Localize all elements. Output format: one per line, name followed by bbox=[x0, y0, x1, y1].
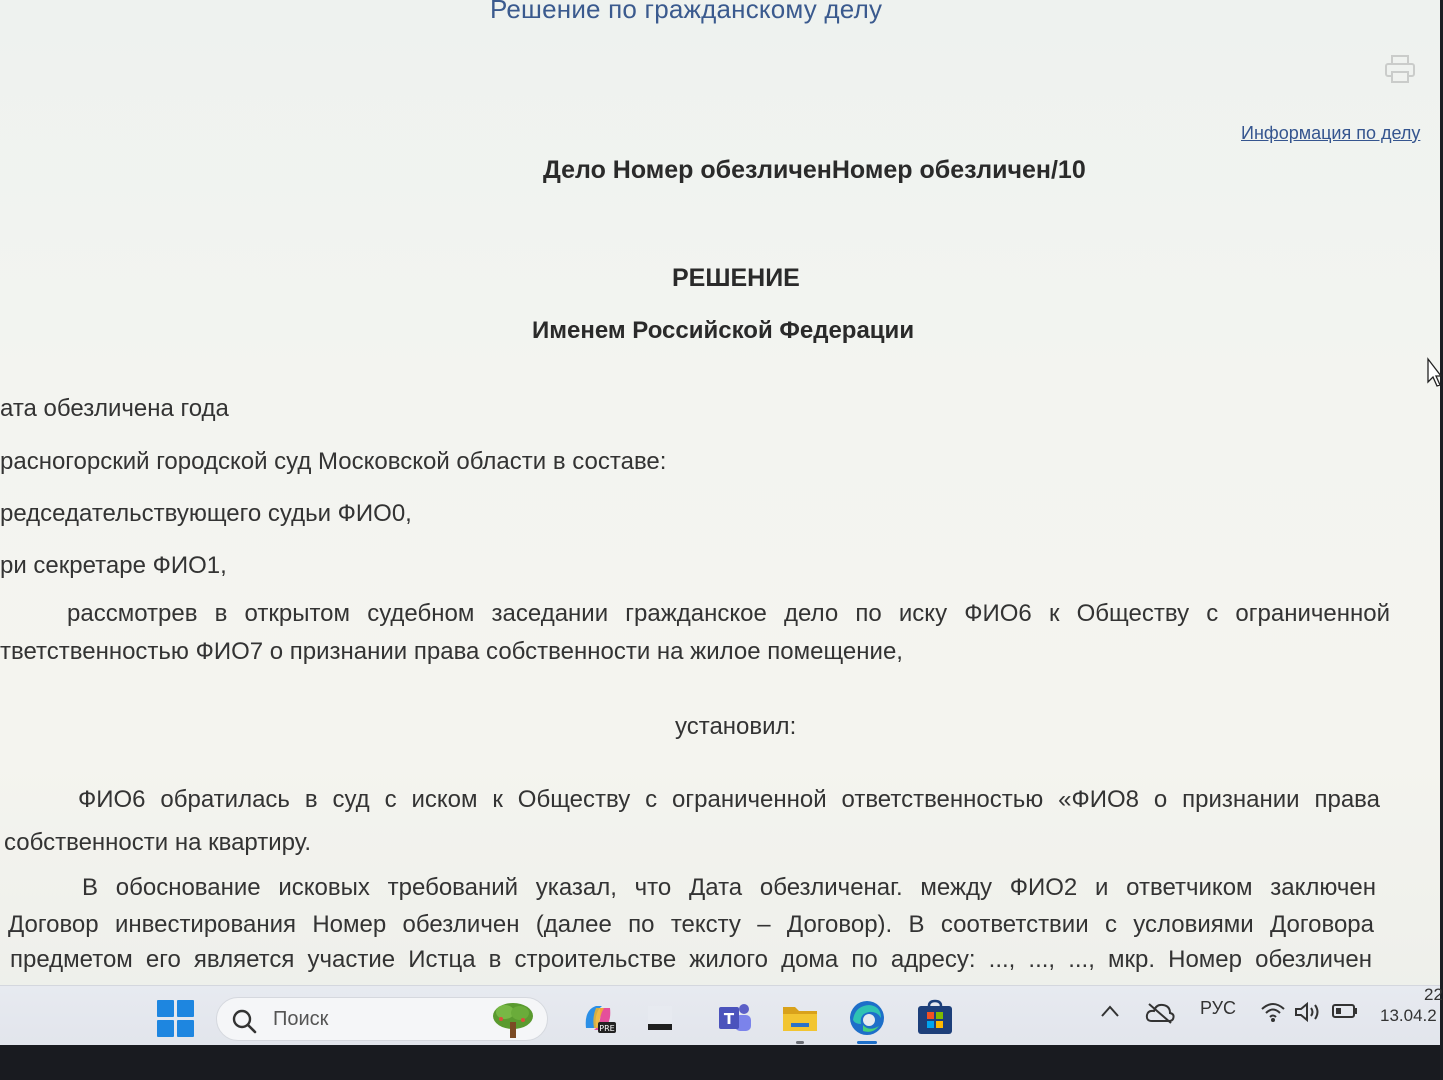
page-title: Решение по гражданскому делу bbox=[490, 0, 883, 24]
paragraph1-line-1: ФИО6 обратилась в суд с иском к Обществу с ограниченной ответственностью «ФИО8 о признании права bbox=[78, 786, 1380, 813]
search-placeholder: Поиск bbox=[273, 1008, 329, 1030]
consideration-line-1: рассмотрев в открытом судебном заседании гражданское дело по иску ФИО6 к Обществу с ограниченной bbox=[67, 600, 1390, 627]
print-icon[interactable] bbox=[1384, 55, 1416, 83]
windows-start-icon bbox=[157, 1000, 194, 1037]
established-heading: установил: bbox=[675, 713, 797, 740]
terminal-icon bbox=[644, 1002, 676, 1034]
terminal-button[interactable] bbox=[640, 998, 680, 1038]
decision-heading: РЕШЕНИЕ bbox=[672, 264, 800, 292]
clock-time[interactable]: 22 bbox=[1424, 985, 1443, 1004]
svg-text:T: T bbox=[723, 1010, 735, 1028]
consideration-line-2: тветственностью ФИО7 о признании права собственности на жилое помещение, bbox=[0, 638, 903, 665]
copilot-button[interactable] bbox=[578, 998, 618, 1038]
date-line: ата обезличена года bbox=[0, 395, 229, 422]
judge-line: редседательствующего судьи ФИО0, bbox=[0, 500, 412, 527]
edge-button[interactable] bbox=[847, 998, 887, 1038]
federation-line: Именем Российской Федерации bbox=[532, 317, 915, 344]
explorer-running-indicator bbox=[796, 1041, 804, 1044]
copilot-icon bbox=[580, 1000, 616, 1036]
store-icon bbox=[916, 1000, 954, 1036]
teams-button[interactable] bbox=[715, 998, 755, 1038]
cloud-offline-icon[interactable] bbox=[1145, 1001, 1175, 1025]
start-button[interactable] bbox=[155, 998, 195, 1038]
chevron-up-icon[interactable] bbox=[1100, 1004, 1120, 1018]
paragraph2-line-1: В обоснование исковых требований указал, что Дата обезличенаг. между ФИО2 и ответчиком заключен bbox=[82, 874, 1376, 901]
edge-icon bbox=[847, 998, 887, 1038]
teams-icon bbox=[717, 1001, 753, 1035]
case-number: Дело Номер обезличенНомер обезличен/10 bbox=[543, 156, 1086, 184]
edge-active-indicator bbox=[857, 1041, 877, 1044]
battery-icon[interactable] bbox=[1332, 1003, 1358, 1019]
tree-widget-icon[interactable] bbox=[489, 1000, 537, 1040]
svg-text:PRE: PRE bbox=[599, 1024, 615, 1033]
file-explorer-button[interactable] bbox=[780, 998, 820, 1038]
paragraph2-line-2: Договор инвестирования Номер обезличен (далее по тексту – Договор). В соответствии с условиями Договора bbox=[8, 911, 1374, 938]
mouse-cursor-icon bbox=[1427, 358, 1441, 388]
file-explorer-icon bbox=[781, 1001, 819, 1035]
paragraph1-line-2: собственности на квартиру. bbox=[4, 829, 311, 856]
clock-date[interactable]: 13.04.2 bbox=[1380, 1006, 1437, 1025]
volume-icon[interactable] bbox=[1294, 1001, 1322, 1023]
search-icon bbox=[231, 1008, 257, 1034]
case-info-link[interactable]: Информация по делу bbox=[1241, 123, 1421, 143]
court-line: расногорский городской суд Московской области в составе: bbox=[0, 448, 667, 475]
taskbar-search[interactable] bbox=[216, 997, 548, 1041]
paragraph2-line-3: предметом его является участие Истца в строительстве жилого дома по адресу: ..., ..., ..., мкр. Номер обезличен bbox=[10, 946, 1372, 973]
store-button[interactable] bbox=[915, 998, 955, 1038]
language-indicator[interactable]: РУС bbox=[1200, 998, 1237, 1018]
taskbar bbox=[0, 985, 1443, 1045]
wifi-icon[interactable] bbox=[1260, 1001, 1286, 1023]
secretary-line: ри секретаре ФИО1, bbox=[0, 552, 227, 579]
monitor-bezel bbox=[0, 1045, 1440, 1080]
